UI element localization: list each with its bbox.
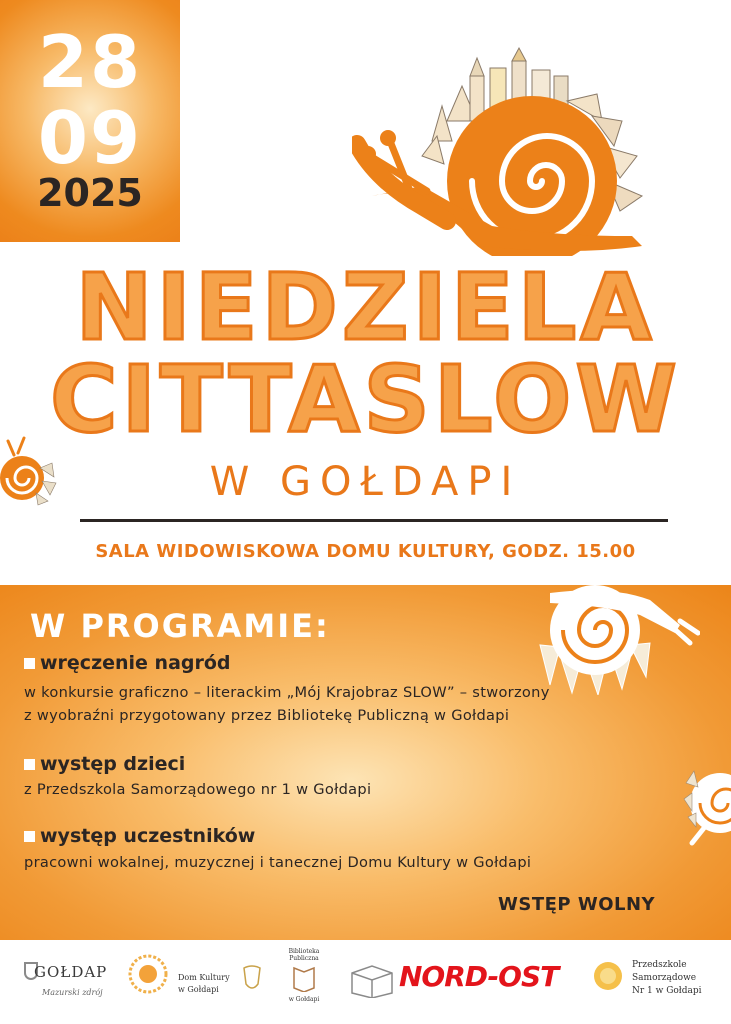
- divider: [80, 519, 668, 522]
- date-year: 2025: [37, 171, 143, 215]
- snail-town-illustration: [352, 46, 652, 256]
- date-block: [0, 0, 180, 242]
- box-icon: [347, 958, 397, 998]
- program-item-1-title: wręczenie nagród: [40, 652, 231, 674]
- title-line-1: NIEDZIELA: [75, 254, 656, 361]
- przedszkole-logo: [590, 954, 720, 1010]
- free-entry: WSTĘP WOLNY: [498, 894, 656, 915]
- program-item-title: [24, 753, 185, 775]
- sponsor-logos: [0, 940, 731, 1024]
- program-item-title: [24, 825, 255, 847]
- snail-program-icon: [530, 585, 700, 695]
- program-item-3-text: [24, 851, 531, 874]
- goldap-logo-name: GOŁDAP: [34, 963, 108, 981]
- goldap-logo: [24, 958, 116, 1010]
- sun-face-icon: [590, 956, 626, 996]
- masks-icon: [240, 964, 264, 994]
- program-item-2-text: [24, 778, 371, 801]
- program-item-1-line-2: z wyobraźni przygotowany przez Bibliotekę Publiczną w Gołdapi: [24, 707, 510, 724]
- program-heading: W PROGRAMIE:: [30, 607, 330, 645]
- dom-kultury-logo-line-2: w Gołdapi: [178, 985, 219, 994]
- sun-logo-icon: [124, 950, 172, 998]
- program-item-1-text: [24, 681, 550, 727]
- biblioteka-logo-line-1: Biblioteka Publiczna: [288, 948, 320, 962]
- przedszkole-logo-line-1: Przedszkole: [632, 960, 687, 970]
- program-item-1-line-1: w konkursie graficzno – literackim „Mój Krajobraz SLOW” – stworzony: [24, 684, 550, 701]
- przedszkole-logo-line-2: Samorządowe: [632, 973, 697, 983]
- date-month: 09: [37, 96, 143, 180]
- przedszkole-logo-line-3: Nr 1 w Gołdapi: [632, 986, 702, 996]
- bullet-icon: [24, 831, 35, 842]
- program-item-3-title: występ uczestników: [40, 825, 256, 847]
- program-item-title: [24, 652, 231, 674]
- nord-ost-logo: [347, 954, 577, 1010]
- nord-ost-text: NORD-OST: [399, 960, 559, 993]
- dom-kultury-logo: [178, 956, 268, 1006]
- snail-program-right-icon: [682, 763, 731, 853]
- program-item-2-title: występ dzieci: [40, 753, 186, 775]
- snail-small-left-icon: [0, 433, 58, 513]
- bullet-icon: [24, 658, 35, 669]
- book-icon: [292, 962, 316, 992]
- program-item-2-line-1: z Przedszkola Samorządowego nr 1 w Gołdapi: [24, 781, 372, 798]
- venue-info: SALA WIDOWISKOWA DOMU KULTURY, GODZ. 15.00: [95, 541, 636, 562]
- goldap-logo-tagline: Mazurski zdrój: [42, 988, 103, 997]
- biblioteka-logo-line-2: w Gołdapi: [288, 996, 320, 1003]
- title-line-2: CITTASLOW: [50, 346, 681, 453]
- program-item-3-line-1: pracowni wokalnej, muzycznej i tanecznej Domu Kultury w Gołdapi: [24, 854, 532, 871]
- date-day: 28: [37, 20, 143, 104]
- program-section: [0, 585, 731, 940]
- dom-kultury-logo-line-1: Dom Kultury: [178, 973, 230, 982]
- biblioteka-logo: [281, 948, 327, 1010]
- subtitle: W GOŁDAPI: [209, 459, 522, 505]
- bullet-icon: [24, 759, 35, 770]
